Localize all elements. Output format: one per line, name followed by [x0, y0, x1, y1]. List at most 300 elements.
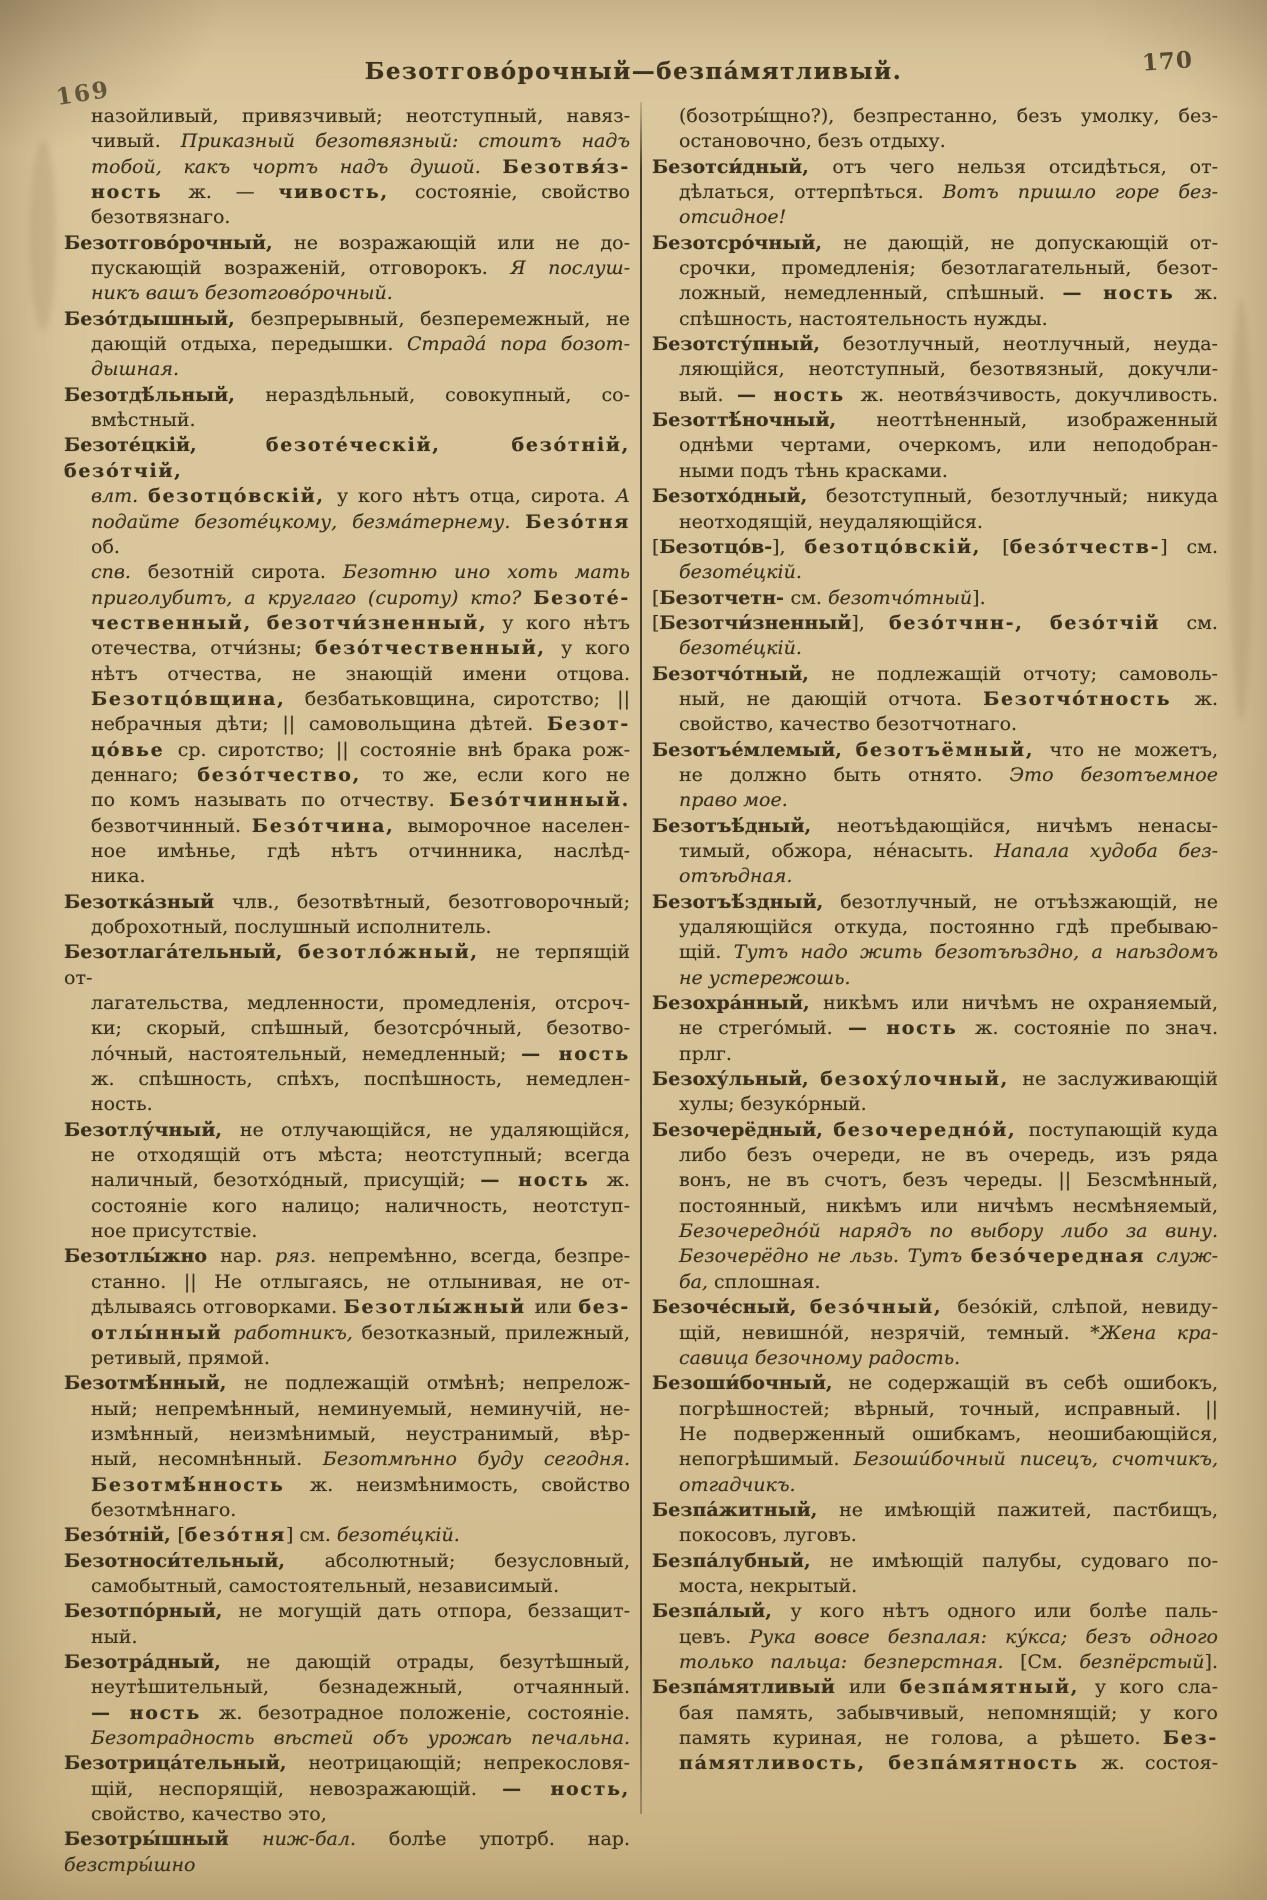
dictionary-line [652, 611, 1218, 636]
dictionary-line [652, 1549, 1218, 1574]
text-segment: не подлежащій отчоту; самоволь- [831, 662, 1218, 685]
dictionary-line [652, 408, 1218, 433]
text-segment: — ность [480, 1169, 607, 1192]
dictionary-line [64, 940, 630, 991]
text-segment: неутѣшительный, безнадежный, отчаянный. [91, 1676, 630, 1699]
text-segment: ]. [972, 586, 986, 609]
text-segment: чественный, безотчи́зненный, [91, 611, 503, 634]
text-segment: Безотцо́вщина, [91, 687, 305, 710]
text-segment: назойливый, привязчивый; неотступный, навяз- [91, 105, 630, 127]
dictionary-line [64, 1346, 630, 1371]
paper-smudge [1230, 300, 1252, 720]
text-segment: Безо́тчина, [251, 814, 408, 837]
text-segment: ное присутствіе. [91, 1220, 258, 1243]
text-segment: никъ вашъ безотгово́рочный. [91, 282, 393, 305]
text-segment: однѣми чертами, очеркомъ, или неподобран- [679, 434, 1218, 457]
text-segment: Безотню ино хоть мать [342, 561, 631, 584]
text-segment: Безотноси́тельный, [64, 1549, 325, 1572]
dictionary-line [64, 1321, 630, 1346]
text-segment: удаляющійся откуда, постоянно гдѣ пребываю- [679, 916, 1218, 938]
text-segment: или [534, 1296, 579, 1319]
text-segment: Безотъѣ́дный, [652, 814, 838, 837]
dictionary-line [652, 1067, 1218, 1092]
dictionary-line [652, 1143, 1218, 1168]
dictionary-line [652, 180, 1218, 205]
dictionary-line [652, 1422, 1218, 1447]
text-segment: неоттѣненный, изображенный [876, 409, 1218, 432]
text-segment: нѣтъ отчества, не знающій имени отцова. [91, 662, 630, 685]
dictionary-line [64, 1194, 630, 1219]
dictionary-line [64, 636, 630, 661]
text-segment: [ [652, 611, 660, 634]
text-segment: безо́чередная [970, 1245, 1157, 1268]
paper-smudge [30, 140, 56, 330]
text-segment: у кого [561, 637, 630, 660]
dictionary-line [64, 1726, 630, 1751]
text-segment: безоте́ческій, безо́тній, безо́тчій, [64, 434, 631, 482]
text-segment: Без- [1162, 1727, 1218, 1749]
dictionary-line [64, 1016, 630, 1041]
dictionary-line [652, 1675, 1218, 1700]
dictionary-line [652, 991, 1218, 1016]
text-segment: безо́чный, [809, 1296, 958, 1319]
text-segment: безбатьковщина, сиротство; || [304, 687, 630, 710]
text-segment: болѣе употрб. нар. [388, 1828, 630, 1851]
dictionary-line [652, 1270, 1218, 1295]
dictionary-line [64, 1751, 630, 1776]
text-segment: щій. [679, 941, 734, 964]
text-segment: ки; скорый, спѣшный, безотсро́чный, безотво- [91, 1017, 630, 1040]
text-segment: Безоте́- [533, 586, 630, 609]
dictionary-line [652, 433, 1218, 458]
text-segment: не отходящій отъ мѣста; неотступный; всегда [91, 1144, 630, 1167]
text-segment: отгадчикъ. [679, 1473, 796, 1496]
text-segment: работникъ, [233, 1321, 362, 1344]
text-segment: Безотлу́чный, [64, 1118, 240, 1141]
text-segment: то же, если кого не [382, 763, 631, 786]
text-segment: Безо́тдышный, [64, 307, 251, 330]
dictionary-line [652, 763, 1218, 788]
text-segment: ретивый, прямой. [91, 1346, 270, 1369]
text-segment: ный. [91, 1625, 138, 1648]
text-segment: ], [851, 611, 889, 634]
text-segment: отъѣдная. [679, 865, 793, 888]
dictionary-line [652, 890, 1218, 915]
text-segment: безвотчинный. [91, 814, 252, 837]
text-segment: ]. [1204, 1650, 1218, 1673]
dictionary-line [64, 1447, 630, 1472]
dictionary-line [652, 1701, 1218, 1726]
dictionary-line [64, 180, 630, 205]
dictionary-line [652, 205, 1218, 230]
text-segment: ж. [1194, 687, 1218, 710]
dictionary-line [64, 1397, 630, 1422]
text-segment: не имѣющій пажитей, пастбищъ, [839, 1498, 1218, 1521]
text-segment: вмѣстный. [91, 409, 196, 432]
dictionary-line [64, 1270, 630, 1295]
text-segment: Безотси́дный, [652, 155, 833, 178]
text-segment: безстры́шно [64, 1853, 196, 1876]
text-segment: [ [652, 586, 660, 609]
dictionary-line [652, 966, 1218, 991]
text-segment: ниж-бал. [262, 1828, 389, 1851]
text-segment: подайте безоте́цкому, безма́тернему. [91, 510, 526, 533]
text-segment: нар. [220, 1245, 276, 1268]
text-segment: безпа́мятный, [899, 1676, 1095, 1699]
text-segment: безо́тня [184, 1524, 286, 1547]
text-segment: ника. [91, 865, 146, 888]
dictionary-line [652, 1042, 1218, 1067]
page-number-right: 170 [1141, 46, 1194, 77]
dictionary-line [64, 712, 630, 737]
text-segment: Безотсро́чный, [652, 231, 844, 254]
text-segment: никѣмъ или ничѣмъ не охраняемый, [823, 992, 1218, 1015]
dictionary-line [64, 332, 630, 357]
text-segment: сплошная. [714, 1270, 821, 1293]
text-segment: Безот- [547, 713, 630, 736]
text-segment: прлг. [679, 1042, 732, 1065]
text-segment: Безоши́бочный писецъ, счотчикъ, [853, 1448, 1218, 1471]
dictionary-line [64, 1498, 630, 1523]
text-segment: моста, некрытый. [679, 1574, 858, 1597]
column-divider-rule [640, 102, 642, 1814]
dictionary-line [64, 1827, 630, 1878]
text-segment: Безотмѣ́нность [91, 1473, 310, 1496]
text-segment: Безотка́зный [64, 890, 233, 913]
dictionary-line [652, 1118, 1218, 1143]
text-segment: цевъ. [679, 1625, 750, 1648]
text-segment: безо́тчественный, [315, 637, 562, 660]
text-segment: ж. неотвя́зчивость, докучливость. [860, 383, 1219, 406]
text-segment: безпёрстый [1079, 1650, 1205, 1673]
text-segment: станно. || Не отлыгаясь, не отлынивая, не от- [91, 1270, 630, 1293]
text-segment: ] см. [1160, 535, 1218, 558]
dictionary-line [652, 712, 1218, 737]
dictionary-line [64, 788, 630, 813]
text-segment: спв. [91, 561, 148, 584]
dictionary-line [652, 484, 1218, 509]
text-segment: ное имѣнье, гдѣ нѣтъ отчинника, наслѣд- [91, 839, 630, 862]
dictionary-line [64, 1168, 630, 1193]
text-segment: ло́чный, настоятельный, немедленный; [91, 1042, 522, 1065]
text-segment: неотъѣдающійся, ничѣмъ ненасы- [837, 814, 1218, 837]
text-segment: отъ чего нельзя отсидѣться, от- [832, 155, 1218, 178]
text-segment: ] см. [285, 1524, 337, 1547]
text-segment: приголубитъ, а круглаго (сироту) кто? [91, 586, 534, 609]
text-segment: не дающій, не допускающій от- [843, 231, 1218, 254]
text-segment: *Жена кра- [1090, 1321, 1219, 1344]
text-segment: не стрего́мый. [679, 1017, 848, 1040]
text-segment: безотчо́тный [828, 586, 973, 609]
text-segment: чивый. [91, 130, 181, 153]
dictionary-line [64, 991, 630, 1016]
text-segment: самобытный, самостоятельный, независимый. [91, 1574, 560, 1597]
text-segment: или [848, 1676, 900, 1699]
dictionary-line [652, 357, 1218, 382]
text-segment: ляющійся, неотступный, безотвязный, докучли- [679, 358, 1218, 381]
text-segment: состояніе кого налицо; наличность, неотступ- [91, 1194, 630, 1217]
text-segment: небрачныя дѣти; || самовольщина дѣтей. [91, 713, 548, 736]
dictionary-line [652, 1751, 1218, 1776]
dictionary-line [652, 1194, 1218, 1219]
text-segment: только пальца: безперстная. [679, 1650, 1021, 1673]
text-segment: дающій отдыха, передышки. [91, 333, 407, 356]
text-segment: не имѣющій палубы, судоваго по- [829, 1549, 1218, 1572]
dictionary-line [64, 155, 630, 180]
text-segment: без- [578, 1296, 631, 1319]
dictionary-line [652, 281, 1218, 306]
dictionary-line [64, 687, 630, 712]
text-segment: поступающій куда [1028, 1118, 1218, 1141]
text-segment: не устережошь. [679, 966, 851, 989]
dictionary-line [64, 1625, 630, 1650]
dictionary-line [652, 535, 1218, 560]
dictionary-line [64, 1650, 630, 1675]
text-segment: безотъёмный, [855, 738, 1050, 761]
text-segment: чивость, [278, 181, 415, 204]
text-segment: безоте́цкій. [679, 561, 802, 584]
page-number-left: 169 [54, 75, 112, 112]
text-segment: Безотчетн- [659, 586, 791, 609]
text-segment: Безотлы́жно [64, 1245, 221, 1268]
dictionary-line [64, 1371, 630, 1396]
text-segment: погрѣшностей; вѣрный, точный, исправный. || [679, 1397, 1218, 1420]
dictionary-line [64, 839, 630, 864]
text-segment: безо́тчнн-, безо́тчій [888, 611, 1187, 634]
text-segment: ба, [679, 1270, 715, 1293]
text-segment: щій, неспорящій, невозражающій. [91, 1777, 503, 1800]
text-segment: вый. [679, 383, 738, 406]
text-segment: непогрѣшимый. [679, 1448, 854, 1471]
text-segment: деннаго; [91, 763, 198, 786]
dictionary-line [64, 357, 630, 382]
text-segment: Безотцо́в- [659, 535, 773, 558]
dictionary-line [64, 1523, 630, 1548]
text-segment: савица безочному радость. [679, 1346, 961, 1369]
text-segment: срочки, промедленія; безотлагательный, безот- [679, 257, 1218, 280]
text-segment: Безотлага́тельный, [64, 941, 299, 964]
dictionary-line [652, 1473, 1218, 1498]
dictionary-line [652, 788, 1218, 813]
dictionary-line [64, 205, 630, 230]
dictionary-line [652, 940, 1218, 965]
text-segment: безотлучный, не отъѣзжающій, не [840, 890, 1218, 913]
text-segment: — ность [1062, 282, 1195, 305]
text-segment: спѣшность, настоятельность нужды. [679, 307, 1048, 330]
text-segment: см. [1186, 611, 1218, 634]
text-segment: не должно быть отнято. [679, 763, 1010, 786]
text-segment: безо́кій, слѣпой, невиду- [957, 1296, 1218, 1319]
dictionary-line [64, 864, 630, 889]
text-segment: [ [177, 1524, 185, 1547]
dictionary-line [64, 560, 630, 585]
dictionary-line [64, 1701, 630, 1726]
text-segment: Страда́ пора бозот- [406, 333, 630, 356]
dictionary-line [64, 1802, 630, 1827]
dictionary-line [652, 307, 1218, 332]
text-segment: влт. [91, 485, 149, 508]
text-segment: свойство, качество безотчотнаго. [679, 713, 1018, 736]
dictionary-line [64, 231, 630, 256]
dictionary-line [64, 662, 630, 687]
dictionary-line [64, 814, 630, 839]
dictionary-line [64, 307, 630, 332]
text-segment: Безотсту́пный, [652, 333, 844, 356]
text-segment: — ность, [502, 1777, 630, 1800]
text-segment: лагательства, медленности, промедленія, отсроч- [91, 992, 630, 1015]
text-segment: не дающій отрады, безутѣшный, [246, 1650, 630, 1673]
text-segment: Безотхо́дный, [652, 485, 827, 508]
dictionary-line [652, 1650, 1218, 1675]
text-segment: Безоши́бочный, [652, 1372, 849, 1395]
dictionary-line [652, 1498, 1218, 1523]
dictionary-line [64, 1599, 630, 1624]
text-segment: [ [1002, 535, 1010, 558]
text-segment: ж. безотрадное положеніе, состояніе. [218, 1701, 630, 1724]
text-segment: измѣнный, неизмѣнимый, неустранимый, вѣр- [91, 1422, 630, 1445]
dictionary-line [652, 231, 1218, 256]
text-segment: право мое. [679, 789, 788, 812]
dictionary-line [652, 636, 1218, 661]
dictionary-line [652, 864, 1218, 889]
dictionary-line [652, 155, 1218, 180]
text-segment: щій, невишно́й, незрячій, темный. [679, 1321, 1091, 1344]
dictionary-line [64, 1422, 630, 1447]
text-segment: — ность [91, 1701, 219, 1724]
text-segment: безотвязнаго. [91, 206, 231, 229]
dictionary-line [64, 738, 630, 763]
text-segment: остановочно, безъ отдыху. [679, 130, 946, 153]
text-segment: доброхотный, послушный исполнитель. [91, 916, 492, 938]
text-segment: отечества, отчи́зны; [91, 637, 316, 660]
text-segment: не отлучающійся, не удаляющійся, [239, 1118, 631, 1141]
text-segment: ж. — [188, 181, 279, 204]
text-segment: Безотры́шный [64, 1828, 263, 1851]
text-segment: ж. состояніе по знач. [975, 1017, 1218, 1040]
dictionary-line [652, 383, 1218, 408]
text-segment: ность. [91, 1093, 153, 1116]
text-segment: безо́тчество, [197, 763, 383, 786]
dictionary-line [652, 256, 1218, 281]
text-segment: абсолютный; безусловный, [324, 1549, 630, 1572]
dictionary-line [652, 1397, 1218, 1422]
text-segment: тимый, обжора, не́насыть. [679, 839, 995, 862]
text-segment: у кого сла- [1094, 1676, 1218, 1699]
text-segment: состояніе, свойство [414, 181, 630, 204]
text-segment: — ность [847, 1017, 976, 1040]
dictionary-line [652, 1321, 1218, 1346]
text-segment: Безотпо́рный, [64, 1600, 239, 1623]
text-segment: пускающій возраженій, отговорокъ. [91, 257, 511, 280]
text-segment: (бозотры́щно?), безпрестанно, безъ умолку, без- [679, 105, 1218, 127]
dictionary-line [652, 104, 1218, 129]
text-segment: Безочерёдный, [652, 1118, 834, 1141]
text-segment: дѣлаться, оттерпѣться. [679, 181, 943, 204]
dictionary-line [652, 1346, 1218, 1371]
text-segment: ж. спѣшность, спѣхъ, поспѣшность, немедлен- [91, 1068, 630, 1091]
text-segment: что не можетъ, [1049, 738, 1218, 761]
text-segment: безотній сирота. [147, 561, 343, 584]
dictionary-line [64, 383, 630, 408]
text-segment: ж. состоя- [1101, 1752, 1219, 1775]
dictionary-line [64, 1244, 630, 1269]
text-segment: не заслуживающій [1022, 1068, 1218, 1091]
dictionary-line [652, 129, 1218, 154]
dictionary-line [64, 1067, 630, 1092]
dictionary-line [652, 1447, 1218, 1472]
dictionary-line [64, 510, 630, 561]
text-segment: тобой, какъ чортъ надъ душой. [91, 155, 503, 178]
text-segment: Безо́тній, [64, 1524, 178, 1547]
text-segment: Безотра́дный, [64, 1650, 247, 1673]
text-column-left [64, 104, 630, 1878]
dictionary-line [652, 1574, 1218, 1599]
text-segment: у кого нѣтъ отца, сирота. [336, 485, 616, 508]
text-segment: Безоче́сный, [652, 1296, 810, 1319]
text-segment: Безотмѣнно буду сегодня. [322, 1448, 631, 1471]
text-segment: Безотчо́тный, [652, 662, 832, 685]
text-column-right [652, 104, 1218, 1777]
dictionary-line [652, 839, 1218, 864]
dictionary-line [64, 763, 630, 788]
dictionary-line [652, 332, 1218, 357]
text-segment: ср. сиротство; || состояніе внѣ брака рож- [177, 738, 630, 761]
text-segment: Это безотъемное [1009, 763, 1218, 786]
text-segment: Безочерёдно не льзь. Тутъ [679, 1245, 971, 1268]
text-segment: ж. неизмѣнимость, свойство [309, 1473, 631, 1496]
text-segment: об. [91, 535, 120, 558]
dictionary-line [652, 560, 1218, 585]
text-segment: отсидное! [679, 206, 787, 229]
text-segment: Безпа́житный, [652, 1498, 840, 1521]
text-segment: Приказный безотвязный: стоитъ надъ [180, 130, 630, 153]
dictionary-line [652, 738, 1218, 763]
text-segment: безоху́лочный, [820, 1068, 1023, 1091]
dictionary-line [64, 1295, 630, 1320]
text-segment: Безотгово́рочный, [64, 231, 295, 254]
text-segment: покосовъ, луговъ. [679, 1524, 857, 1547]
dictionary-line [64, 1118, 630, 1143]
text-segment: безоте́цкій. [336, 1524, 460, 1547]
text-segment: непремѣнно, всегда, безпре- [328, 1245, 631, 1268]
text-segment: Безпа́лый, [652, 1600, 791, 1623]
text-segment: либо безъ очереди, не въ очередь, изъ ряда [679, 1144, 1218, 1167]
dictionary-line [64, 915, 630, 940]
text-segment: ность [91, 181, 189, 204]
dictionary-line [652, 915, 1218, 940]
text-segment: цо́вье [91, 738, 178, 761]
text-segment: ж. [1194, 282, 1218, 305]
dictionary-line [652, 1625, 1218, 1650]
text-segment: Напала худоба без- [994, 839, 1219, 862]
text-segment: безпрерывный, безперемежный, не [250, 307, 630, 330]
text-segment: ложный, немедленный, спѣшный. [679, 282, 1063, 305]
dictionary-line [64, 281, 630, 306]
running-head-title: Безотгово́рочный—безпа́мятливый. [364, 58, 903, 85]
text-segment: Безпа́лубный, [652, 1549, 830, 1572]
text-segment: Безотъе́млемый, [652, 738, 856, 761]
text-segment: Безоте́цкій, [64, 434, 266, 457]
dictionary-line [64, 1549, 630, 1574]
dictionary-line [652, 1295, 1218, 1320]
text-segment: безо́тчеств- [1009, 535, 1161, 558]
dictionary-line [64, 1574, 630, 1599]
text-segment: Я послуш- [510, 257, 630, 280]
dictionary-line [652, 814, 1218, 839]
text-segment: см. [790, 586, 828, 609]
text-segment: безотцо́вскій, [148, 485, 337, 508]
dictionary-line [64, 1473, 630, 1498]
